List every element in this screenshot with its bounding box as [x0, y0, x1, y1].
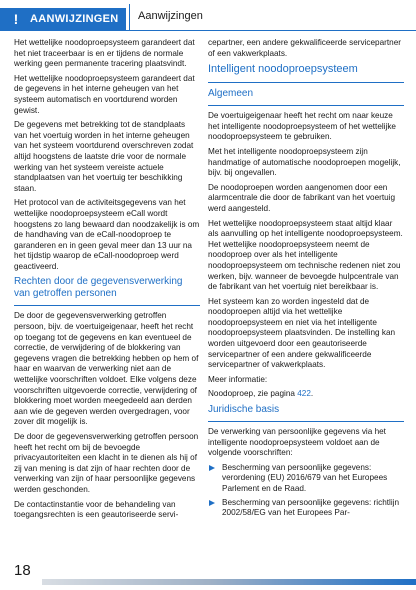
- cross-reference: [208, 389, 404, 400]
- triangle-bullet-icon: [209, 465, 215, 471]
- paragraph: Meer informatie:: [208, 374, 268, 384]
- list-item: [208, 498, 404, 519]
- heading-rule: [208, 82, 404, 83]
- cross-reference-end: .: [310, 389, 314, 399]
- paragraph: De noodoproepen worden aangenomen door een alarmcentrale die door de fabrikant van het voertuig werd aangesteld.: [208, 182, 396, 213]
- list-item-text: Bescherming van persoonlijke gegevens: richtlijn 2002/58/EG van het Europees Par-: [222, 497, 400, 518]
- list-item: [208, 463, 404, 495]
- heading-rule: [208, 421, 404, 422]
- header-rule: [0, 30, 416, 31]
- list-item-text: Bescherming van persoonlijke gegevens: verordening (EU) 2016/679 van het Europees Parlement en de Raad.: [222, 462, 388, 493]
- triangle-bullet-icon: [209, 500, 215, 506]
- running-title: Aanwijzingen: [138, 10, 203, 22]
- paragraph: Het wettelijke noodoproepsysteem garandeert dat de gegevens in het interne geheugen van het systeem automatisch en voortdurend worden gewist.: [14, 73, 195, 115]
- exclamation-icon: !: [13, 11, 19, 27]
- paragraph: De gegevens met betrekking tot de standplaats van het voertuig worden in het interne geheugen van het systeem voortdurend overschreven zodat altijd hoogstens de laatste drie voor de normale werking van het systeem vereiste actuele standplaatsen van het voertuig ter beschikking staan.: [14, 120, 194, 193]
- header-divider: [129, 4, 130, 30]
- cross-reference-text: Noodoproep, zie pagina: [208, 389, 298, 399]
- paragraph: cepartner, een andere gekwalificeerde servicepartner of een vakwerkplaats.: [208, 38, 401, 58]
- paragraph: De voertuigeigenaar heeft het recht om naar keuze het intelligente noodoproepsysteem of het wettelijke noodoproepsysteem te gebruiken.: [208, 111, 396, 142]
- paragraph: Het protocol van de activiteitsgegevens van het wettelijke noodoproepsysteem eCall wordt hoogstens zo lang bewaard dan noodzakelijk is om de handhaving van de eCall-noodoproep te garanderen en in geen geval meer dan 13 uur na het tijdstip waarop de eCall-noodoproep werd geactiveerd.: [14, 198, 200, 271]
- paragraph: De door de gegevensverwerking getroffen persoon heeft het recht om bij de bevoegde privacyautoriteiten een klacht in te dienen als hij of zij van mening is dat zijn of haar rechten door de verwerking van zijn of haar persoonlijke gegevens werden geschonden.: [14, 432, 199, 494]
- paragraph: Met het intelligente noodoproepsysteem zijn handmatige of automatische noodoproepen mogelijk, bijv. bij ongevallen.: [208, 146, 401, 178]
- subsection-heading-legal: Juridische basis: [208, 404, 280, 416]
- paragraph: Het wettelijke noodoproepsysteem garandeert dat het niet traceerbaar is en er tijdens de normale werking geen permanente tracering plaatsvindt.: [14, 38, 195, 69]
- right-column: [208, 38, 404, 522]
- subsection-heading-general: Algemeen: [208, 88, 254, 100]
- bullet-list: [208, 463, 404, 519]
- paragraph: Het systeem kan zo worden ingesteld dat de noodoproepen altijd via het wettelijke noodoproepsysteem en niet via het intelligente noodoproepsysteem plaatsvinden. De instelling kan worden uitgevoerd door een geautoriseerde servicepartner of een andere gekwalificeerde servicepartner of vakwerkplaats.: [208, 296, 396, 370]
- left-column: [14, 38, 200, 525]
- section-heading-rights: Rechten door de gegevensverwerking van getroffen personen: [14, 276, 183, 300]
- section-tab: [0, 8, 126, 30]
- heading-rule: [208, 105, 404, 106]
- paragraph: Het wettelijke noodoproepsysteem staat altijd klaar als aanvulling op het intelligente noodoproepsysteem. Het wettelijke noodoproepsysteem neemt de noodoproep over als het intelligente noodoproepsysteem om technische redenen niet zou werken, bijv. wanneer de bevoegde hulpcentrale van de fabrikant van het voertuig niet bereikbaar is.: [208, 218, 403, 292]
- page-header: [0, 0, 416, 34]
- paragraph: De door de gegevensverwerking getroffen persoon, bijv. de voertuigeigenaar, heeft het recht op toegang tot de gegevens en kan eventueel de correctie, de verwijdering of de blokkering van gegevens vragen die betrekking hebben op hem of haar en waarvan de verwerking niet aan de wettelijke voorschriften voldoet. Elke volgens deze voorschriften uitgevoerde correctie, verwijdering of blokkering moet worden meegedeeld aan derden aan wie de gegeven werden overgedragen, voor zover dit mogelijk is.: [14, 311, 199, 427]
- paragraph: De contactinstantie voor de behandeling van toegangsrechten is een geautoriseerde servi-: [14, 499, 179, 520]
- page-number: 18: [14, 562, 31, 579]
- heading-rule: [14, 305, 200, 306]
- page-link[interactable]: 422: [297, 389, 311, 399]
- section-heading-intelligent: Intelligent noodoproepsysteem: [208, 63, 358, 76]
- footer-bar: [42, 579, 416, 585]
- section-tab-label: AANWIJZINGEN: [30, 13, 119, 25]
- paragraph: De verwerking van persoonlijke gegevens via het intelligente noodoproepsysteem voldoet aan de volgende voorschriften:: [208, 427, 386, 458]
